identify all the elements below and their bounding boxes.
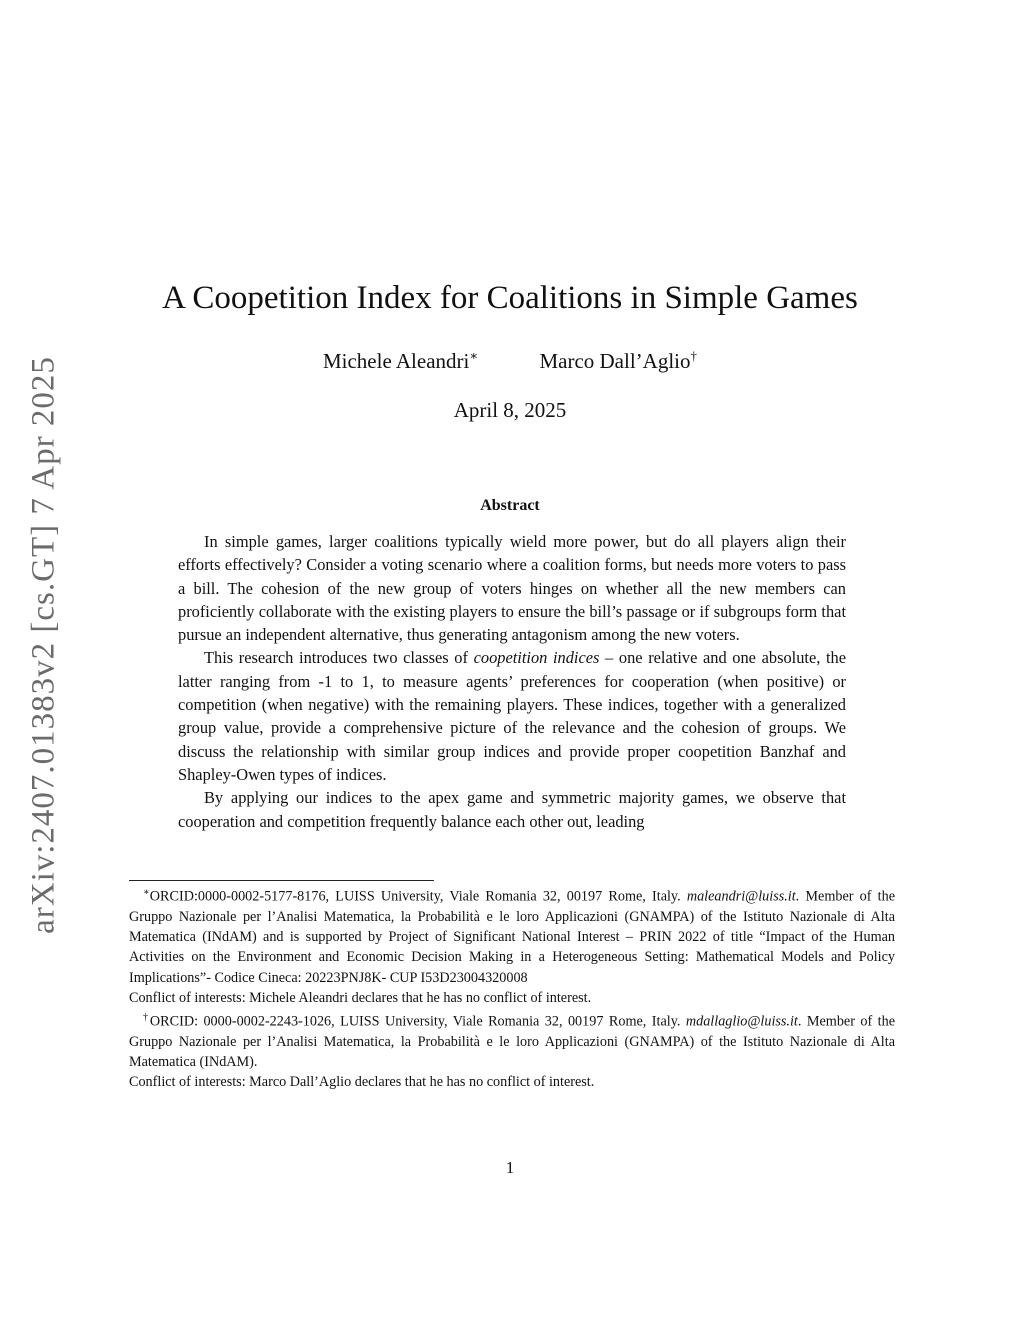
abstract-p2-emphasis: coopetition indices: [473, 648, 600, 668]
author-1-name: Michele Aleandri: [322, 349, 470, 373]
publication-date: April 8, 2025: [453, 398, 567, 422]
abstract-p2-start: This research introduces two classes of: [204, 648, 474, 668]
arxiv-identifier: arXiv:2407.01383v2 [cs.GT] 7 Apr 2025: [25, 356, 62, 934]
abstract-paragraph-1: In simple games, larger coalitions typically wield more power, but do all players align their efforts effectively? Consider a voting scenario where a coalition forms, but needs more voters to pass a bill. The cohesion of the new group of voters hinges on whether all the new members can proficiently collaborate with the existing players to ensure the bill’s passage or if subgroups form that pursue an independent alternative, thus generating antagonism among the new voters.: [178, 532, 846, 645]
author-2-name: Marco Dall’Aglio: [539, 349, 691, 373]
footnote-1-conflict: Conflict of interests: Michele Aleandri declares that he has no conflict of interest.: [129, 989, 592, 1006]
author-1-footnote-mark[interactable]: ∗: [469, 348, 479, 363]
abstract-paragraph-2: [178, 646, 846, 786]
footnote-divider: [129, 880, 434, 881]
author-1: [323, 349, 478, 373]
abstract-p2-end: – one relative and one absolute, the latter ranging from -1 to 1, to measure agents’ preferences for cooperation (when positive) or competition (when negative) with the remaining players. These indices, together with a generalized group value, provide a comprehensive picture of the relevance and the cohesion of groups. We discuss the relationship with similar group indices and provide proper coopetition Banzhaf and Shapley-Owen types of indices.: [178, 648, 846, 784]
abstract-body: [178, 530, 846, 833]
footnote-2: [129, 1008, 895, 1072]
footnote-2-email[interactable]: mdallaglio@luiss.it: [685, 1013, 798, 1030]
author-2-footnote-mark[interactable]: †: [690, 348, 697, 363]
arxiv-sidebar: [22, 356, 66, 934]
paper-title: A Coopetition Index for Coalitions in Simple Games: [162, 280, 858, 316]
author-2: [539, 349, 697, 373]
footnote-1-email[interactable]: maleandri@luiss.it: [686, 888, 796, 905]
footnote-1-mark: ∗: [143, 887, 150, 898]
page-number: 1: [505, 1158, 515, 1177]
abstract-paragraph-3: By applying our indices to the apex game and symmetric majority games, we observe that cooperation and competition frequently balance each other out, leading: [178, 788, 846, 831]
footnote-2-conflict: Conflict of interests: Marco Dall’Aglio declares that he has no conflict of interest.: [129, 1074, 595, 1091]
footnote-1-rest: . Member of the Gruppo Nazionale per l’Analisi Matematica, la Probabilità e le loro Applicazioni (GNAMPA) of the Istituto Nazionale di Alta Matematica (INdAM) and is supported by Project of Significant National Interest – PRIN 2022 of title “Impact of the Human Activities on the Environment and Economic Decision Making in a Heterogeneous Setting: Mathematical Models and Policy Implications”- Codice Cineca: 20223PNJ8K- CUP I53D23004320008: [129, 888, 895, 986]
author-list: [100, 348, 920, 374]
footnotes: [129, 883, 895, 1093]
footnote-2-rest: . Member of the Gruppo Nazionale per l’Analisi Matematica, la Probabilità e le loro Applicazioni (GNAMPA) of the Istituto Nazionale di Alta Matematica (INdAM).: [129, 1013, 896, 1071]
footnote-2-mark: †: [143, 1011, 150, 1023]
footnote-1: [129, 883, 895, 988]
footnote-2-text: ORCID: 0000-0002-2243-1026, LUISS University, Viale Romania 32, 00197 Rome, Italy.: [149, 1013, 686, 1030]
footnote-1-text: ORCID:0000-0002-5177-8176, LUISS University, Viale Romania 32, 00197 Rome, Italy.: [149, 888, 687, 905]
abstract-heading: Abstract: [480, 497, 540, 514]
